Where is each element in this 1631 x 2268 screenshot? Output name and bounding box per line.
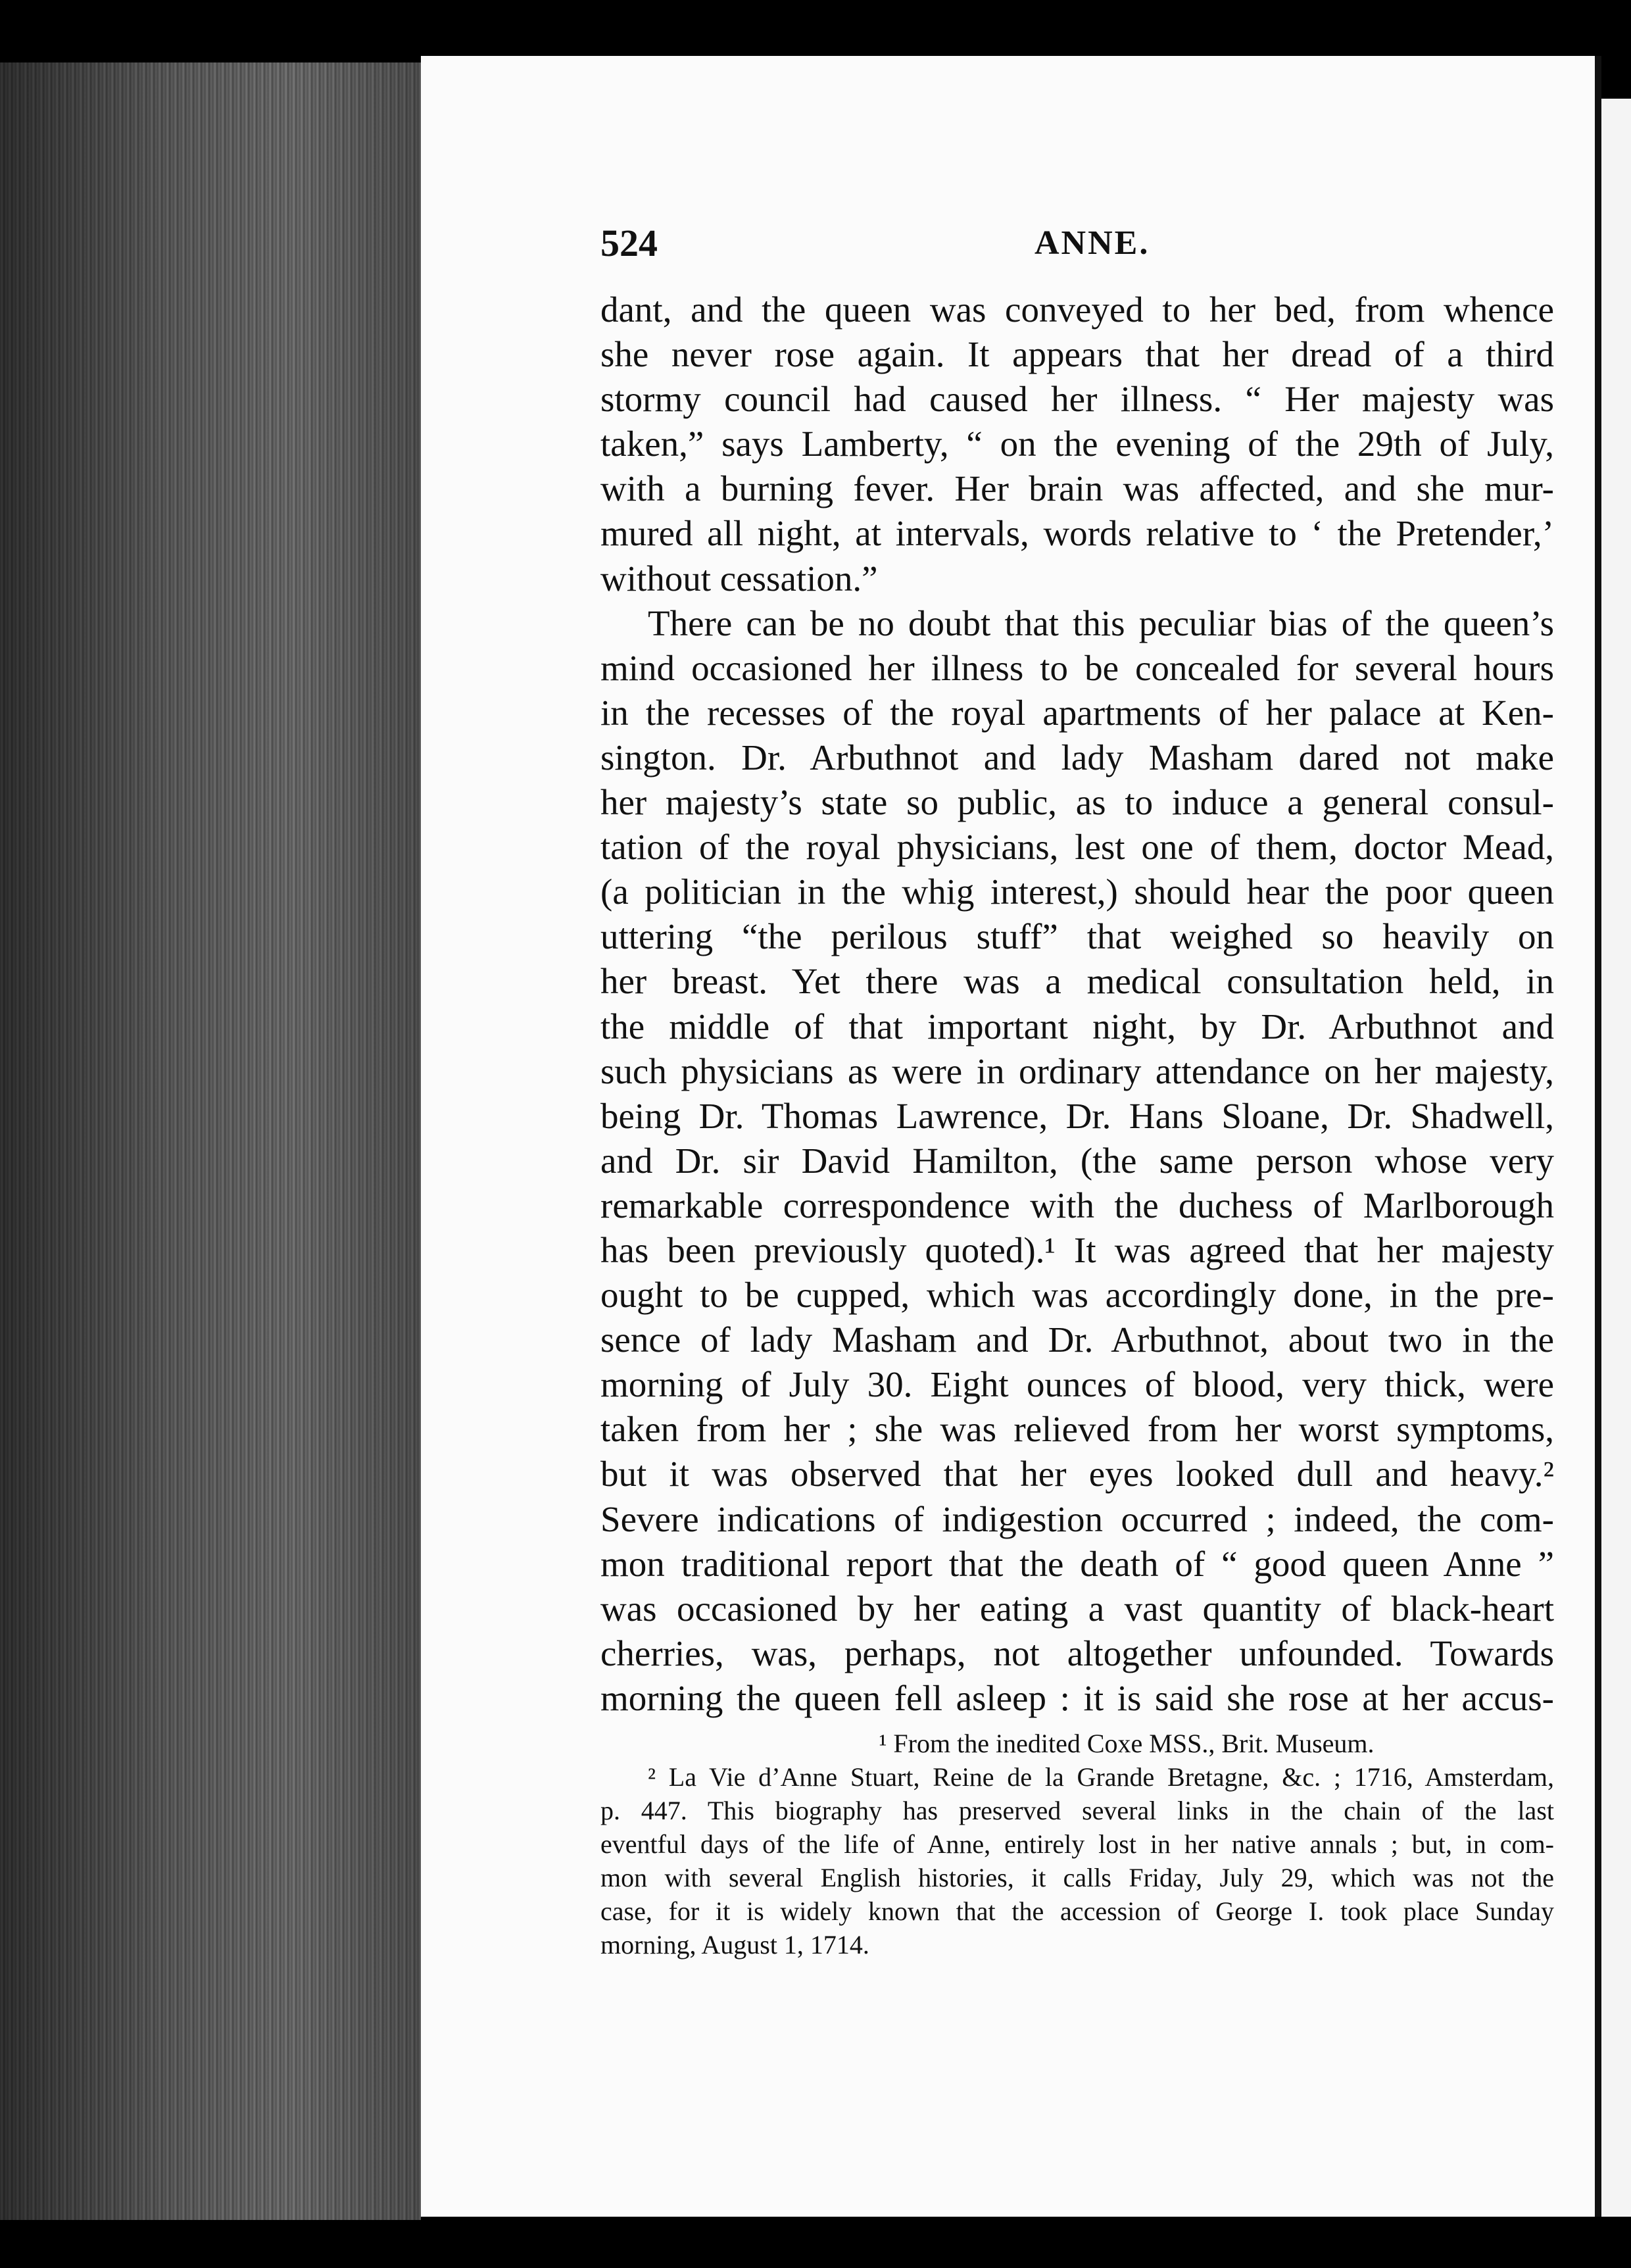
body-line: morning the queen fell asleep : it is said she rose at her accus- <box>600 1677 1554 1718</box>
body-line: sington. Dr. Arbuthnot and lady Masham dared not make <box>600 737 1554 777</box>
body-line: being Dr. Thomas Lawrence, Dr. Hans Sloane, Dr. Shadwell, <box>600 1095 1554 1136</box>
gutter-shadow <box>1595 56 1601 2217</box>
footnote-2: ² La Vie d’Anne Stuart, Reine de la Grande Bretagne, &c. ; 1716, Amsterdam, <box>648 1762 1554 1792</box>
body-line: cherries, was, perhaps, not altogether unfounded. Towards <box>600 1633 1554 1673</box>
footnote-line: case, for it is widely known that the accession of George I. took place Sunday <box>600 1896 1554 1926</box>
running-title: ANNE. <box>1035 224 1150 262</box>
body-line: such physicians as were in ordinary attendance on her majesty, <box>600 1050 1554 1091</box>
page-number: 524 <box>600 222 658 264</box>
body-line: uttering “the perilous stuff” that weighed so heavily on <box>600 916 1554 957</box>
body-line: mon traditional report that the death of “ good queen Anne ” <box>600 1543 1554 1584</box>
body-line: morning of July 30. Eight ounces of blood, very thick, were <box>600 1364 1554 1405</box>
body-line: and Dr. sir David Hamilton, (the same person whose very <box>600 1140 1554 1181</box>
running-head <box>600 217 1554 270</box>
footnote-1: ¹ From the inedited Coxe MSS., Brit. Museum. <box>879 1729 1375 1758</box>
body-line: taken,” says Lamberty, “ on the evening of the 29th of July, <box>600 424 1554 464</box>
body-line: without cessation.” <box>600 558 878 599</box>
facing-page-edge <box>1601 99 1631 2217</box>
body-line: Severe indications of indigestion occurred ; indeed, the com- <box>600 1498 1554 1539</box>
body-line: (a politician in the whig interest,) should hear the poor queen <box>600 872 1554 912</box>
body-line: mind occasioned her illness to be concealed for several hours <box>600 647 1554 688</box>
body-text <box>600 287 1554 1721</box>
body-line: stormy council had caused her illness. “ Her majesty was <box>600 379 1554 420</box>
body-line: the middle of that important night, by Dr. Arbuthnot and <box>600 1006 1554 1047</box>
body-line: in the recesses of the royal apartments of her palace at Ken- <box>600 692 1554 733</box>
body-line: tation of the royal physicians, lest one of them, doctor Mead, <box>600 827 1554 868</box>
page-edges-shadow <box>0 62 421 2220</box>
body-line: sence of lady Masham and Dr. Arbuthnot, about two in the <box>600 1319 1554 1360</box>
footnotes <box>600 1727 1554 1961</box>
footnote-line: morning, August 1, 1714. <box>600 1930 869 1960</box>
body-line: she never rose again. It appears that her dread of a third <box>600 334 1554 375</box>
body-line: her breast. Yet there was a medical consultation held, in <box>600 961 1554 1002</box>
body-line: was occasioned by her eating a vast quantity of black-heart <box>600 1588 1554 1629</box>
body-line: taken from her ; she was relieved from her worst symptoms, <box>600 1409 1554 1450</box>
body-line: ought to be cupped, which was accordingly done, in the pre- <box>600 1275 1554 1316</box>
body-line: mured all night, at intervals, words relative to ‘ the Pretender,’ <box>600 513 1554 554</box>
paragraph-start-line: There can be no doubt that this peculiar bias of the queen’s <box>648 603 1554 643</box>
body-line: with a burning fever. Her brain was affected, and she mur- <box>600 468 1554 509</box>
footnote-line: eventful days of the life of Anne, entirely lost in her native annals ; but, in com- <box>600 1829 1554 1859</box>
body-line: dant, and the queen was conveyed to her bed, from whence <box>600 289 1554 330</box>
footnote-line: p. 447. This biography has preserved several links in the chain of the last <box>600 1796 1554 1825</box>
body-line: but it was observed that her eyes looked dull and heavy.² <box>600 1454 1554 1494</box>
footnote-line: mon with several English histories, it calls Friday, July 29, which was not the <box>600 1863 1554 1892</box>
body-line: remarkable correspondence with the duchess of Marlborough <box>600 1185 1554 1225</box>
body-line: has been previously quoted).¹ It was agreed that her majesty <box>600 1229 1554 1270</box>
body-line: her majesty’s state so public, as to induce a general consul- <box>600 782 1554 823</box>
